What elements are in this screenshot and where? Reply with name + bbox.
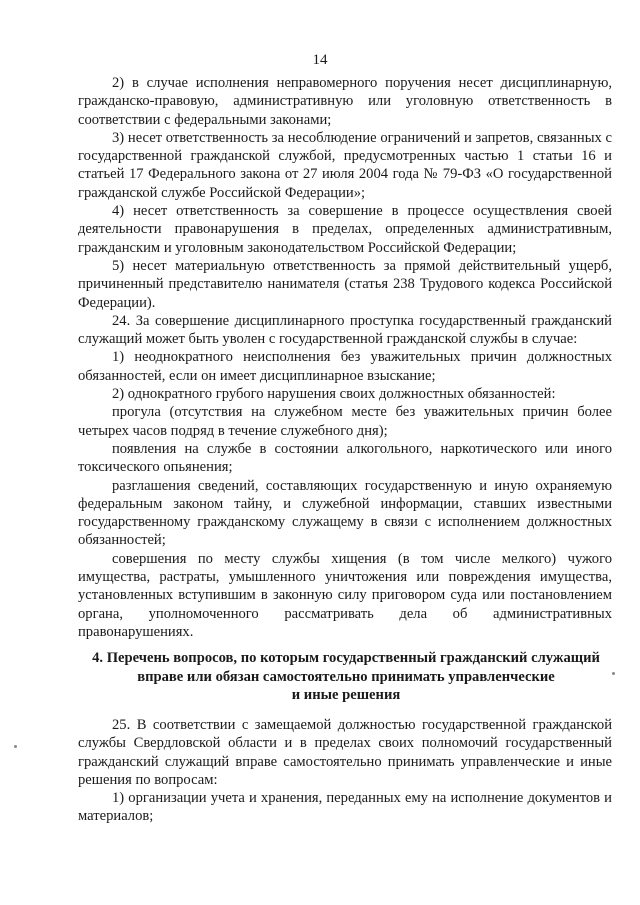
page-number: 14	[312, 52, 328, 68]
section-heading-line: вправе или обязан самостоятельно принимать управленческие	[137, 668, 555, 685]
section-heading-line: и иные решения	[291, 687, 401, 703]
paragraph: появления на службе в состоянии алкогольного, наркотического или иного токсического опьянения;	[78, 440, 612, 476]
section-body	[78, 716, 612, 826]
paragraph: разглашения сведений, составляющих государственную и иную охраняемую федеральным законом тайну, и служебной информации, ставших известными государственному гражданскому служащему в связи с исполнением должностных обязанностей;	[78, 477, 612, 549]
paragraph: 25. В соответствии с замещаемой должностью государственной гражданской службы Свердловской области и в пределах своих полномочий государственный гражданский служащий вправе самостоятельно принимать управленческие и иные решения по вопросам:	[78, 717, 612, 788]
document-body	[78, 74, 612, 641]
paragraph: совершения по месту службы хищения (в том числе мелкого) чужого имущества, растраты, умышленного уничтожения или повреждения имущества, установленных вступившим в законную силу приговором суда или постановлением органа, уполномоченного рассматривать дела об административных правонарушениях.	[78, 550, 612, 640]
paragraph: 2) однократного грубого нарушения своих должностных обязанностей:	[112, 386, 556, 403]
paragraph: 1) организации учета и хранения, переданных ему на исполнение документов и материалов;	[78, 790, 612, 825]
paragraph: прогула (отсутствия на служебном месте без уважительных причин более четырех часов подряд в течение служебного дня);	[78, 404, 612, 439]
paragraph: 3) несет ответственность за несоблюдение ограничений и запретов, связанных с государственной гражданской службой, предусмотренных частью 1 статьи 16 и статьей 17 Федерального закона от 27 июля 2004 года № 79-ФЗ «О государственной гражданской службе Российской Федерации»;	[78, 129, 612, 201]
scan-speck	[14, 745, 17, 748]
scan-speck	[612, 672, 615, 675]
paragraph: 1) неоднократного неисполнения без уважительных причин должностных обязанностей, если он имеет дисциплинарное взыскание;	[78, 349, 612, 384]
paragraph: 24. За совершение дисциплинарного проступка государственный гражданский служащий может быть уволен с государственной гражданской службы в случае:	[78, 312, 612, 348]
section-heading-line: 4. Перечень вопросов, по которым государственный гражданский служащий	[92, 650, 600, 666]
paragraph: 2) в случае исполнения неправомерного поручения несет дисциплинарную, гражданско-правовую, административную или уголовную ответственность в соответствии с федеральными законами;	[78, 75, 612, 128]
section-heading	[70, 649, 622, 705]
paragraph: 5) несет материальную ответственность за прямой действительный ущерб, причиненный представителю нанимателя (статья 238 Трудового кодекса Российской Федерации).	[78, 257, 612, 311]
paragraph: 4) несет ответственность за совершение в процессе осуществления своей деятельности правонарушения в пределах, определенных административным, гражданским и уголовным законодательством Российской Федерации;	[78, 203, 612, 256]
